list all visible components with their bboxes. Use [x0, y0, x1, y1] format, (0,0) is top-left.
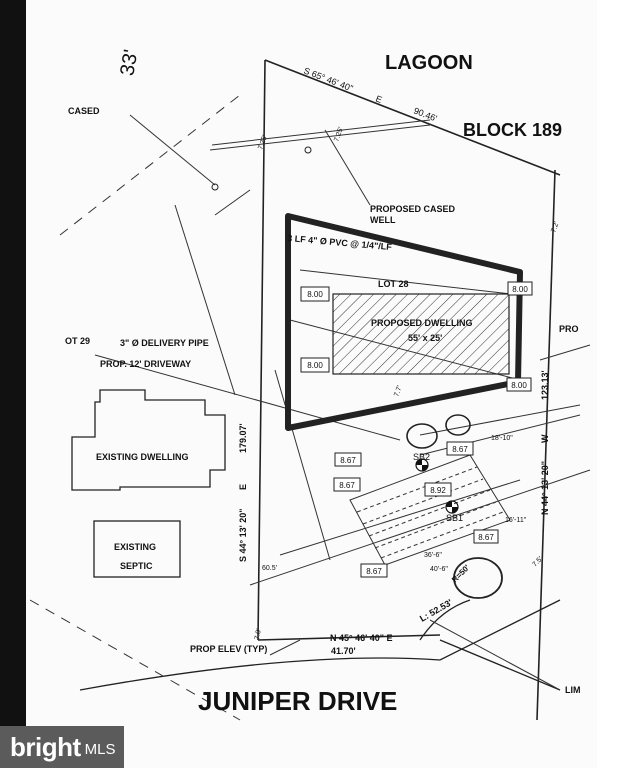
arc-radius-label: R=50' [450, 563, 472, 585]
sb1-marker-icon [446, 501, 458, 513]
dim-label-7-7: 7.7' [393, 384, 404, 398]
lot29-label: OT 29 [65, 336, 91, 346]
dim-label-7-25b: 7.25' [333, 126, 345, 143]
pro-label: PRO [559, 324, 579, 334]
dim-label-40-6: 40'-6" [430, 566, 448, 573]
existing-septic-label-2: SEPTIC [120, 561, 153, 571]
site-plan-sheet [26, 0, 597, 768]
cased-label: CASED [68, 106, 100, 116]
dim-label-7-2: 7.2' [550, 220, 561, 234]
elevation-se: 8.00 [511, 381, 527, 390]
watermark-brand: bright [10, 731, 81, 762]
dashed-lines [30, 95, 240, 720]
watermark-suffix: MLS [84, 740, 116, 758]
delivery-pipe-label: 3" Ø DELIVERY PIPE [120, 338, 209, 348]
dim-label-7-5: 7.5' [531, 555, 545, 569]
east-bearing-w-label: W [540, 434, 550, 443]
arc-length-label: L: 52.53' [418, 597, 454, 624]
sb2-label: SB2 [413, 452, 431, 462]
elevation-ne: 8.00 [512, 285, 528, 294]
south-dist-label: 41.70' [331, 646, 356, 656]
dim-label-7-0: 7.0' [254, 628, 263, 641]
street-label: JUNIPER DRIVE [198, 686, 398, 716]
north-bearing-e-label: E [374, 93, 384, 106]
lim-label: LIM [565, 685, 581, 695]
south-bearing-label: N 45° 46' 40" E [330, 633, 393, 643]
elevation-septic-3: 8.67 [478, 533, 494, 542]
proposed-dwelling-label: PROPOSED DWELLING [371, 318, 473, 328]
north-dist-label: 90.46' [412, 105, 439, 124]
elevation-drive-2: 8.67 [339, 481, 355, 490]
east-bearing-label: N 44° 13' 20" [540, 460, 550, 515]
north-bearing-label: S 65° 46' 40" [302, 65, 355, 94]
dim-label-36-6: 36'-6" [424, 552, 442, 559]
proposed-well-label-2: WELL [370, 215, 396, 225]
street-edges [80, 600, 560, 690]
dim-label-7-25a: 7.25' [257, 134, 269, 151]
east-dist-label: 123.13' [540, 370, 550, 400]
elevation-septic-1: 8.67 [452, 445, 468, 454]
septic-field [350, 455, 510, 565]
misc-lines [95, 115, 590, 690]
proposed-well-label: PROPOSED CASED [370, 204, 456, 214]
elevation-septic-2: 8.92 [430, 486, 446, 495]
sb1-label: SB1 [446, 513, 464, 523]
dim-label-60-5: 60.5' [262, 565, 277, 572]
block-label: BLOCK 189 [463, 120, 563, 140]
elevation-sw: 8.00 [307, 361, 323, 370]
lot-label: LOT 28 [378, 279, 409, 289]
site-plan-drawing [26, 0, 597, 768]
handwritten-note: 33' [116, 47, 143, 78]
lagoon-label: LAGOON [385, 52, 473, 74]
west-bearing-label: S 44° 13' 20" [238, 508, 248, 562]
prop-elev-label: PROP ELEV (TYP) [190, 644, 268, 654]
elevation-drive-3: 8.67 [366, 567, 382, 576]
existing-septic-label: EXISTING [114, 542, 157, 552]
west-bearing-e-label: E [238, 483, 248, 490]
driveway-label: PROP. 12' DRIVEWAY [100, 359, 192, 369]
elevation-nw: 8.00 [307, 290, 323, 299]
pvc-line-label: 3 LF 4" Ø PVC @ 1/4"/LF [286, 233, 393, 253]
existing-dwelling-label: EXISTING DWELLING [96, 452, 189, 462]
dim-label-16-11: 16'-11" [505, 517, 527, 524]
dim-label-18-10: 18'-10" [491, 435, 513, 442]
existing-dwelling-footprint [72, 390, 225, 490]
right-margin [597, 0, 623, 768]
dwelling-size-label: 55' x 25' [408, 333, 443, 343]
west-dist-label: 179.07' [238, 423, 248, 453]
elevation-drive-1: 8.67 [340, 456, 356, 465]
bright-mls-watermark [0, 726, 124, 768]
